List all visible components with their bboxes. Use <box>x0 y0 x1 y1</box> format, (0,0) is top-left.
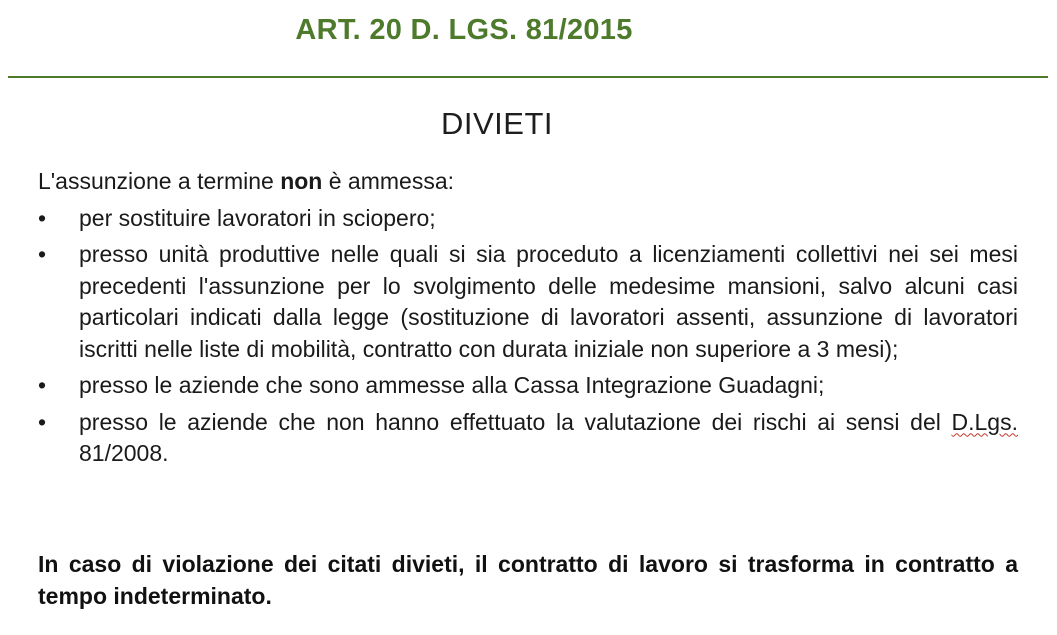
list-item-text: presso unità produttive nelle quali si sia proceduto a licenziamenti collettivi nei sei mesi precedenti l'assunzione per lo svolgimento delle medesime mansioni, salvo alcuni casi particolari indicati dalla legge (sostituzione di lavoratori assenti, assunzione di lavoratori iscritti nelle liste di mobilità, contratto con durata iniziale non superiore a 3 mesi); <box>79 241 1018 362</box>
intro-text-end: è ammessa: <box>322 168 455 194</box>
intro-paragraph <box>38 166 1018 198</box>
list-item-text-start: presso le aziende che non hanno effettuato la valutazione dei rischi ai sensi del <box>79 408 952 435</box>
list-item <box>38 203 1018 235</box>
bullet-icon: • <box>38 241 47 267</box>
list-item <box>38 370 1018 402</box>
section-heading: DIVIETI <box>440 106 553 141</box>
title-divider <box>8 76 1048 78</box>
intro-emphasis: non <box>280 168 323 194</box>
page-title: ART. 20 D. LGS. 81/2015 <box>295 14 633 46</box>
bullet-icon: • <box>38 204 47 231</box>
content-body <box>38 166 1018 475</box>
spellcheck-marked-word: D.Lgs. <box>951 408 1018 435</box>
list-item-text-end: 81/2008. <box>79 440 169 466</box>
prohibitions-list <box>38 203 1018 470</box>
bullet-icon: • <box>38 372 47 398</box>
list-item-text: per sostituire lavoratori in sciopero; <box>79 204 436 231</box>
list-item-text: presso le aziende che sono ammesse alla Cassa Integrazione Guadagni; <box>79 372 825 398</box>
intro-text-start: L'assunzione a termine <box>38 168 281 194</box>
bullet-icon: • <box>38 408 47 435</box>
conclusion-paragraph: In caso di violazione dei citati divieti, il contratto di lavoro si trasforma in contratto a tempo indeterminato. <box>38 551 1018 609</box>
list-item-text <box>79 409 1018 467</box>
list-item <box>38 407 1018 470</box>
list-item <box>38 239 1018 365</box>
